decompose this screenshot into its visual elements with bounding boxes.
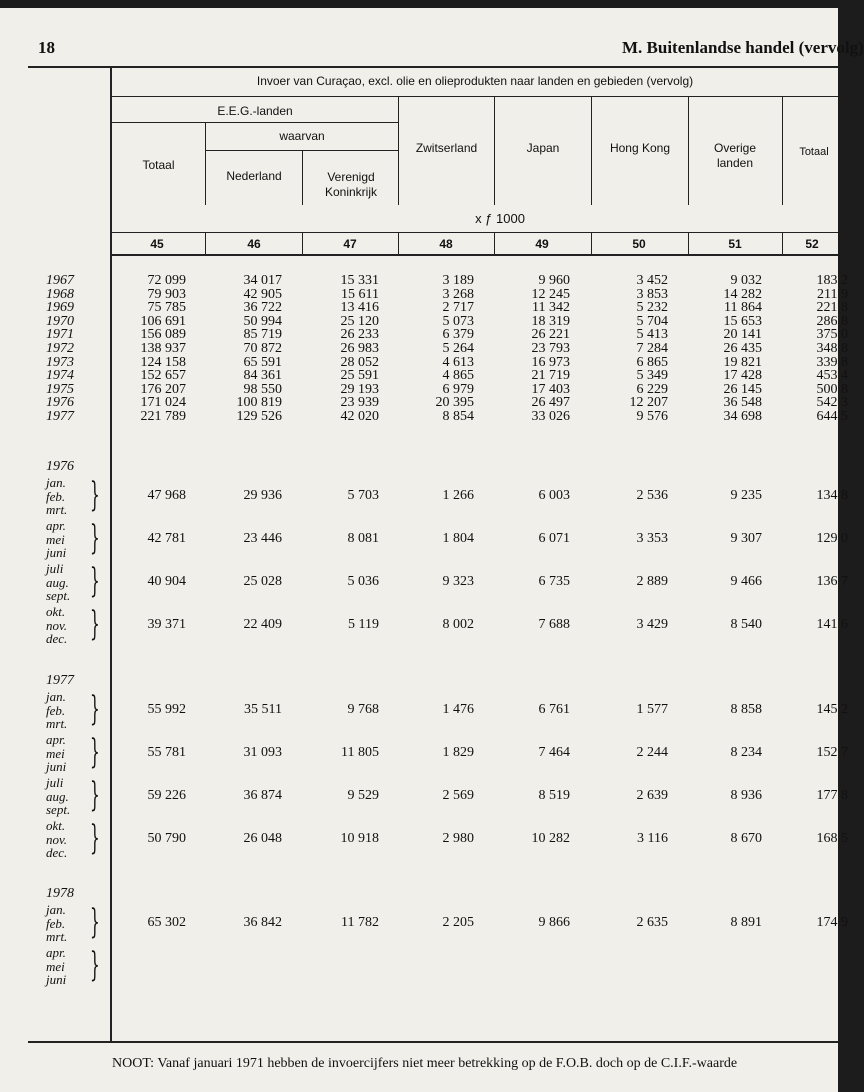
table-cell: 35 511 [244, 702, 282, 717]
table-cell: 33 026 [531, 409, 570, 424]
table-cell: 348 8 [816, 341, 848, 356]
month-label: jan. [46, 475, 66, 490]
table-cell: 26 233 [340, 327, 379, 342]
block-year: 1977 [46, 673, 74, 688]
table-cell: 1 804 [442, 531, 474, 546]
table-cell: 171 024 [140, 395, 186, 410]
table-cell: 168 5 [816, 831, 848, 846]
page-number: 18 [38, 38, 55, 57]
table-cell: 50 790 [147, 831, 186, 846]
month-label: okt. [46, 604, 66, 619]
table-cell: 5 349 [636, 368, 668, 383]
table-cell: 9 466 [730, 574, 762, 589]
table-cell: 34 698 [723, 409, 762, 424]
month-label: nov. [46, 617, 68, 633]
table-cell: 3 429 [636, 617, 668, 632]
num-vline-6 [688, 232, 689, 254]
table-cell: 50 994 [243, 314, 282, 329]
month-label: mrt. [46, 929, 68, 944]
table-cell: 42 905 [243, 287, 282, 302]
table-cell: 11 805 [341, 745, 379, 760]
month-label: mei [46, 958, 65, 974]
table-cell: 145 2 [816, 702, 848, 717]
table-cell: 8 891 [730, 915, 762, 930]
table-cell: 221 8 [816, 300, 848, 315]
table-cell: 10 282 [531, 831, 570, 846]
table-cell: 5 036 [347, 574, 379, 589]
num-vline-2 [302, 232, 303, 254]
table-cell: 500 8 [816, 382, 848, 397]
table-cell: 9 235 [730, 488, 762, 503]
table-cell: 2 639 [636, 788, 668, 803]
table-cell: 644 5 [816, 409, 848, 424]
table-cell: 453 4 [816, 368, 848, 383]
table-cell: 5 232 [636, 300, 668, 315]
table-cell: 177 8 [816, 788, 848, 803]
month-label: juni [46, 545, 67, 560]
month-label: juni [46, 972, 67, 987]
table-cell: 5 704 [636, 314, 668, 329]
table-cell: 25 120 [340, 314, 379, 329]
top-rule [28, 66, 838, 68]
table-cell: 174 9 [816, 915, 848, 930]
col-header-overige-landen: Overige landen [713, 141, 757, 170]
bottom-rule [28, 1041, 838, 1043]
month-label: dec. [46, 631, 68, 646]
table-cell: 339 8 [816, 355, 848, 370]
table-cell: 29 936 [243, 488, 282, 503]
table-cell: 8 234 [730, 745, 762, 760]
footnote: NOOT: Vanaf januari 1971 hebben de invoercijfers niet meer betrekking op de F.O.B. doch op de C.I.F.-waarde [112, 1056, 738, 1071]
table-cell: 65 302 [147, 915, 186, 930]
month-label: apr. [46, 945, 66, 960]
table-cell: 28 052 [340, 355, 379, 370]
month-label: juli [46, 775, 64, 790]
table-cell: 26 048 [243, 831, 282, 846]
table-cell: 3 452 [636, 273, 668, 288]
table-cell: 5 264 [442, 341, 474, 356]
row-year: 1970 [46, 314, 74, 329]
table-cell: 375 0 [816, 327, 848, 342]
quarter-brace: } [90, 818, 100, 858]
table-cell: 9 866 [538, 915, 570, 930]
col-header-zwitserland: Zwitserland [415, 141, 478, 155]
table-cell: 8 854 [442, 409, 474, 424]
table-cell: 29 193 [340, 382, 379, 397]
col-header-verenigd-koninkrijk: Verenigd Koninkrijk [324, 170, 378, 199]
quarter-brace: } [90, 732, 100, 772]
table-cell: 3 268 [442, 287, 474, 302]
table-cell: 8 670 [730, 831, 762, 846]
table-cell: 1 829 [442, 745, 474, 760]
table-cell: 6 071 [538, 531, 570, 546]
block-year: 1978 [46, 886, 74, 901]
month-label: aug. [46, 788, 69, 804]
table-cell: 26 983 [340, 341, 379, 356]
table-cell: 2 244 [636, 745, 668, 760]
table-cell: 36 548 [723, 395, 762, 410]
quarter-brace: } [90, 475, 100, 515]
vline-51 [688, 96, 689, 205]
table-cell: 20 395 [435, 395, 474, 410]
table-cell: 6 003 [538, 488, 570, 503]
table-cell: 6 761 [538, 702, 570, 717]
table-cell: 1 476 [442, 702, 474, 717]
table-cell: 156 089 [140, 327, 186, 342]
month-label: sept. [46, 802, 71, 817]
page [0, 8, 864, 1092]
table-cell: 21 719 [531, 368, 570, 383]
table-cell: 70 872 [243, 341, 282, 356]
table-cell: 79 903 [147, 287, 186, 302]
table-cell: 14 282 [723, 287, 762, 302]
table-cell: 8 081 [347, 531, 379, 546]
table-cell: 26 145 [723, 382, 762, 397]
table-cell: 8 540 [730, 617, 762, 632]
vline-47 [302, 150, 303, 205]
table-cell: 5 703 [347, 488, 379, 503]
table-cell: 2 889 [636, 574, 668, 589]
table-cell: 136 7 [816, 574, 848, 589]
table-cell: 9 323 [442, 574, 474, 589]
table-cell: 141 6 [816, 617, 848, 632]
table-cell: 542 3 [816, 395, 848, 410]
table-cell: 129 526 [236, 409, 282, 424]
num-vline-3 [398, 232, 399, 254]
block-year: 1976 [46, 459, 74, 474]
month-label: mei [46, 745, 65, 761]
table-cell: 3 116 [637, 831, 668, 846]
table-cell: 11 864 [724, 300, 762, 315]
table-cell: 15 653 [723, 314, 762, 329]
month-label: dec. [46, 845, 68, 860]
table-cell: 12 207 [629, 395, 668, 410]
month-label: mrt. [46, 502, 68, 517]
table-cell: 6 379 [442, 327, 474, 342]
col-header-japan: Japan [526, 141, 560, 155]
table-cell: 75 785 [147, 300, 186, 315]
table-cell: 5 073 [442, 314, 474, 329]
table-cell: 2 536 [636, 488, 668, 503]
table-title: Invoer van Curaçao, excl. olie en olieprodukten naar landen en gebieden (vervolg) [256, 74, 694, 88]
table-cell: 8 858 [730, 702, 762, 717]
table-cell: 22 409 [243, 617, 282, 632]
table-cell: 26 221 [531, 327, 570, 342]
month-label: feb. [46, 488, 66, 504]
table-cell: 40 904 [147, 574, 186, 589]
table-cell: 2 635 [636, 915, 668, 930]
table-cell: 9 576 [636, 409, 668, 424]
table-cell: 42 020 [340, 409, 379, 424]
table-cell: 9 032 [730, 273, 762, 288]
table-cell: 138 937 [140, 341, 186, 356]
quarter-brace: } [90, 945, 100, 985]
column-number: 51 [728, 237, 742, 251]
table-cell: 100 819 [236, 395, 282, 410]
waarvan-label: waarvan [279, 129, 325, 143]
quarter-brace: } [90, 518, 100, 558]
table-cell: 23 793 [531, 341, 570, 356]
unit-label: x ƒ 1000 [475, 211, 525, 226]
month-label: juni [46, 759, 67, 774]
table-cell: 36 874 [243, 788, 282, 803]
table-cell: 6 735 [538, 574, 570, 589]
table-cell: 3 189 [442, 273, 474, 288]
table-cell: 9 960 [538, 273, 570, 288]
table-cell: 84 361 [243, 368, 282, 383]
table-cell: 15 611 [341, 287, 379, 302]
table-cell: 211 9 [817, 287, 848, 302]
section-title: M. Buitenlandse handel (vervolg) [622, 38, 864, 57]
table-cell: 36 842 [243, 915, 282, 930]
table-cell: 9 768 [347, 702, 379, 717]
table-cell: 25 028 [243, 574, 282, 589]
table-cell: 11 342 [532, 300, 570, 315]
row-year: 1972 [46, 341, 74, 356]
eeg-label: E.E.G.-landen [217, 104, 293, 118]
month-label: sept. [46, 588, 71, 603]
table-cell: 106 691 [140, 314, 186, 329]
table-cell: 183 2 [816, 273, 848, 288]
table-cell: 17 428 [723, 368, 762, 383]
table-cell: 7 688 [538, 617, 570, 632]
table-cell: 7 284 [636, 341, 668, 356]
quarter-brace: } [90, 775, 100, 815]
table-cell: 10 918 [340, 831, 379, 846]
table-cell: 98 550 [243, 382, 282, 397]
table-cell: 34 017 [243, 273, 282, 288]
table-cell: 55 781 [147, 745, 186, 760]
column-number: 48 [439, 237, 453, 251]
column-number: 52 [805, 237, 819, 251]
row-year: 1969 [46, 300, 74, 315]
column-number-rule [110, 254, 838, 256]
month-label: feb. [46, 702, 66, 718]
table-cell: 42 781 [147, 531, 186, 546]
column-number: 49 [535, 237, 549, 251]
col-header-totaal-last: Totaal [799, 146, 829, 158]
table-cell: 47 968 [147, 488, 186, 503]
month-label: apr. [46, 518, 66, 533]
table-cell: 124 158 [140, 355, 186, 370]
table-cell: 5 119 [348, 617, 379, 632]
table-cell: 6 229 [636, 382, 668, 397]
table-cell: 2 717 [442, 300, 474, 315]
month-label: okt. [46, 818, 66, 833]
table-cell: 17 403 [531, 382, 570, 397]
table-cell: 134 8 [816, 488, 848, 503]
quarter-brace: } [90, 561, 100, 601]
table-cell: 23 446 [243, 531, 282, 546]
table-cell: 129 0 [816, 531, 848, 546]
table-cell: 26 435 [723, 341, 762, 356]
row-year: 1973 [46, 355, 74, 370]
table-cell: 59 226 [147, 788, 186, 803]
row-year: 1967 [46, 273, 74, 288]
table-cell: 2 980 [442, 831, 474, 846]
table-cell: 1 577 [636, 702, 668, 717]
table-cell: 25 591 [340, 368, 379, 383]
table-cell: 1 266 [442, 488, 474, 503]
column-number: 45 [150, 237, 164, 251]
table-cell: 55 992 [147, 702, 186, 717]
vline-52 [782, 96, 783, 205]
table-cell: 65 591 [243, 355, 282, 370]
table-cell: 13 416 [340, 300, 379, 315]
month-label: feb. [46, 915, 66, 931]
stub-rule [110, 66, 112, 1042]
table-cell: 3 353 [636, 531, 668, 546]
eeg-rule [110, 122, 398, 123]
quarter-brace: } [90, 604, 100, 644]
table-cell: 39 371 [147, 617, 186, 632]
table-cell: 2 205 [442, 915, 474, 930]
month-label: jan. [46, 689, 66, 704]
table-cell: 286 8 [816, 314, 848, 329]
table-cell: 8 519 [538, 788, 570, 803]
num-vline-1 [205, 232, 206, 254]
table-cell: 16 973 [531, 355, 570, 370]
table-cell: 31 093 [243, 745, 282, 760]
table-cell: 2 569 [442, 788, 474, 803]
table-cell: 85 719 [243, 327, 282, 342]
table-cell: 20 141 [723, 327, 762, 342]
table-cell: 7 464 [538, 745, 570, 760]
title-rule [110, 96, 838, 97]
table-cell: 6 979 [442, 382, 474, 397]
row-year: 1975 [46, 382, 74, 397]
table-cell: 4 865 [442, 368, 474, 383]
month-label: jan. [46, 902, 66, 917]
col-header-totaal: Totaal [142, 158, 175, 172]
column-number: 46 [247, 237, 261, 251]
table-cell: 176 207 [140, 382, 186, 397]
month-label: mrt. [46, 716, 68, 731]
column-number: 50 [632, 237, 646, 251]
table-cell: 11 782 [341, 915, 379, 930]
table-cell: 152 657 [140, 368, 186, 383]
month-label: juli [46, 561, 64, 576]
row-year: 1974 [46, 368, 74, 383]
month-label: apr. [46, 732, 66, 747]
table-cell: 23 939 [340, 395, 379, 410]
table-cell: 15 331 [340, 273, 379, 288]
table-cell: 36 722 [243, 300, 282, 315]
row-year: 1971 [46, 327, 74, 342]
table-cell: 8 002 [442, 617, 474, 632]
table-cell: 3 853 [636, 287, 668, 302]
table-cell: 8 936 [730, 788, 762, 803]
table-cell: 152 7 [816, 745, 848, 760]
table-cell: 18 319 [531, 314, 570, 329]
month-label: aug. [46, 574, 69, 590]
month-label: nov. [46, 831, 68, 847]
table-cell: 221 789 [140, 409, 186, 424]
row-year: 1977 [46, 409, 74, 424]
table-cell: 9 529 [347, 788, 379, 803]
table-cell: 19 821 [723, 355, 762, 370]
table-cell: 5 413 [636, 327, 668, 342]
table-cell: 4 613 [442, 355, 474, 370]
col-header-nederland: Nederland [226, 169, 282, 183]
unit-rule [110, 232, 838, 233]
table-cell: 72 099 [147, 273, 186, 288]
num-vline-5 [591, 232, 592, 254]
num-vline-4 [494, 232, 495, 254]
month-label: mei [46, 531, 65, 547]
table-cell: 6 865 [636, 355, 668, 370]
table-cell: 12 245 [531, 287, 570, 302]
table-cell: 9 307 [730, 531, 762, 546]
quarter-brace: } [90, 902, 100, 942]
quarter-brace: } [90, 689, 100, 729]
row-year: 1976 [46, 395, 74, 410]
column-number: 47 [343, 237, 357, 251]
col-header-hong-kong: Hong Kong [609, 141, 671, 155]
table-cell: 26 497 [531, 395, 570, 410]
row-year: 1968 [46, 287, 74, 302]
